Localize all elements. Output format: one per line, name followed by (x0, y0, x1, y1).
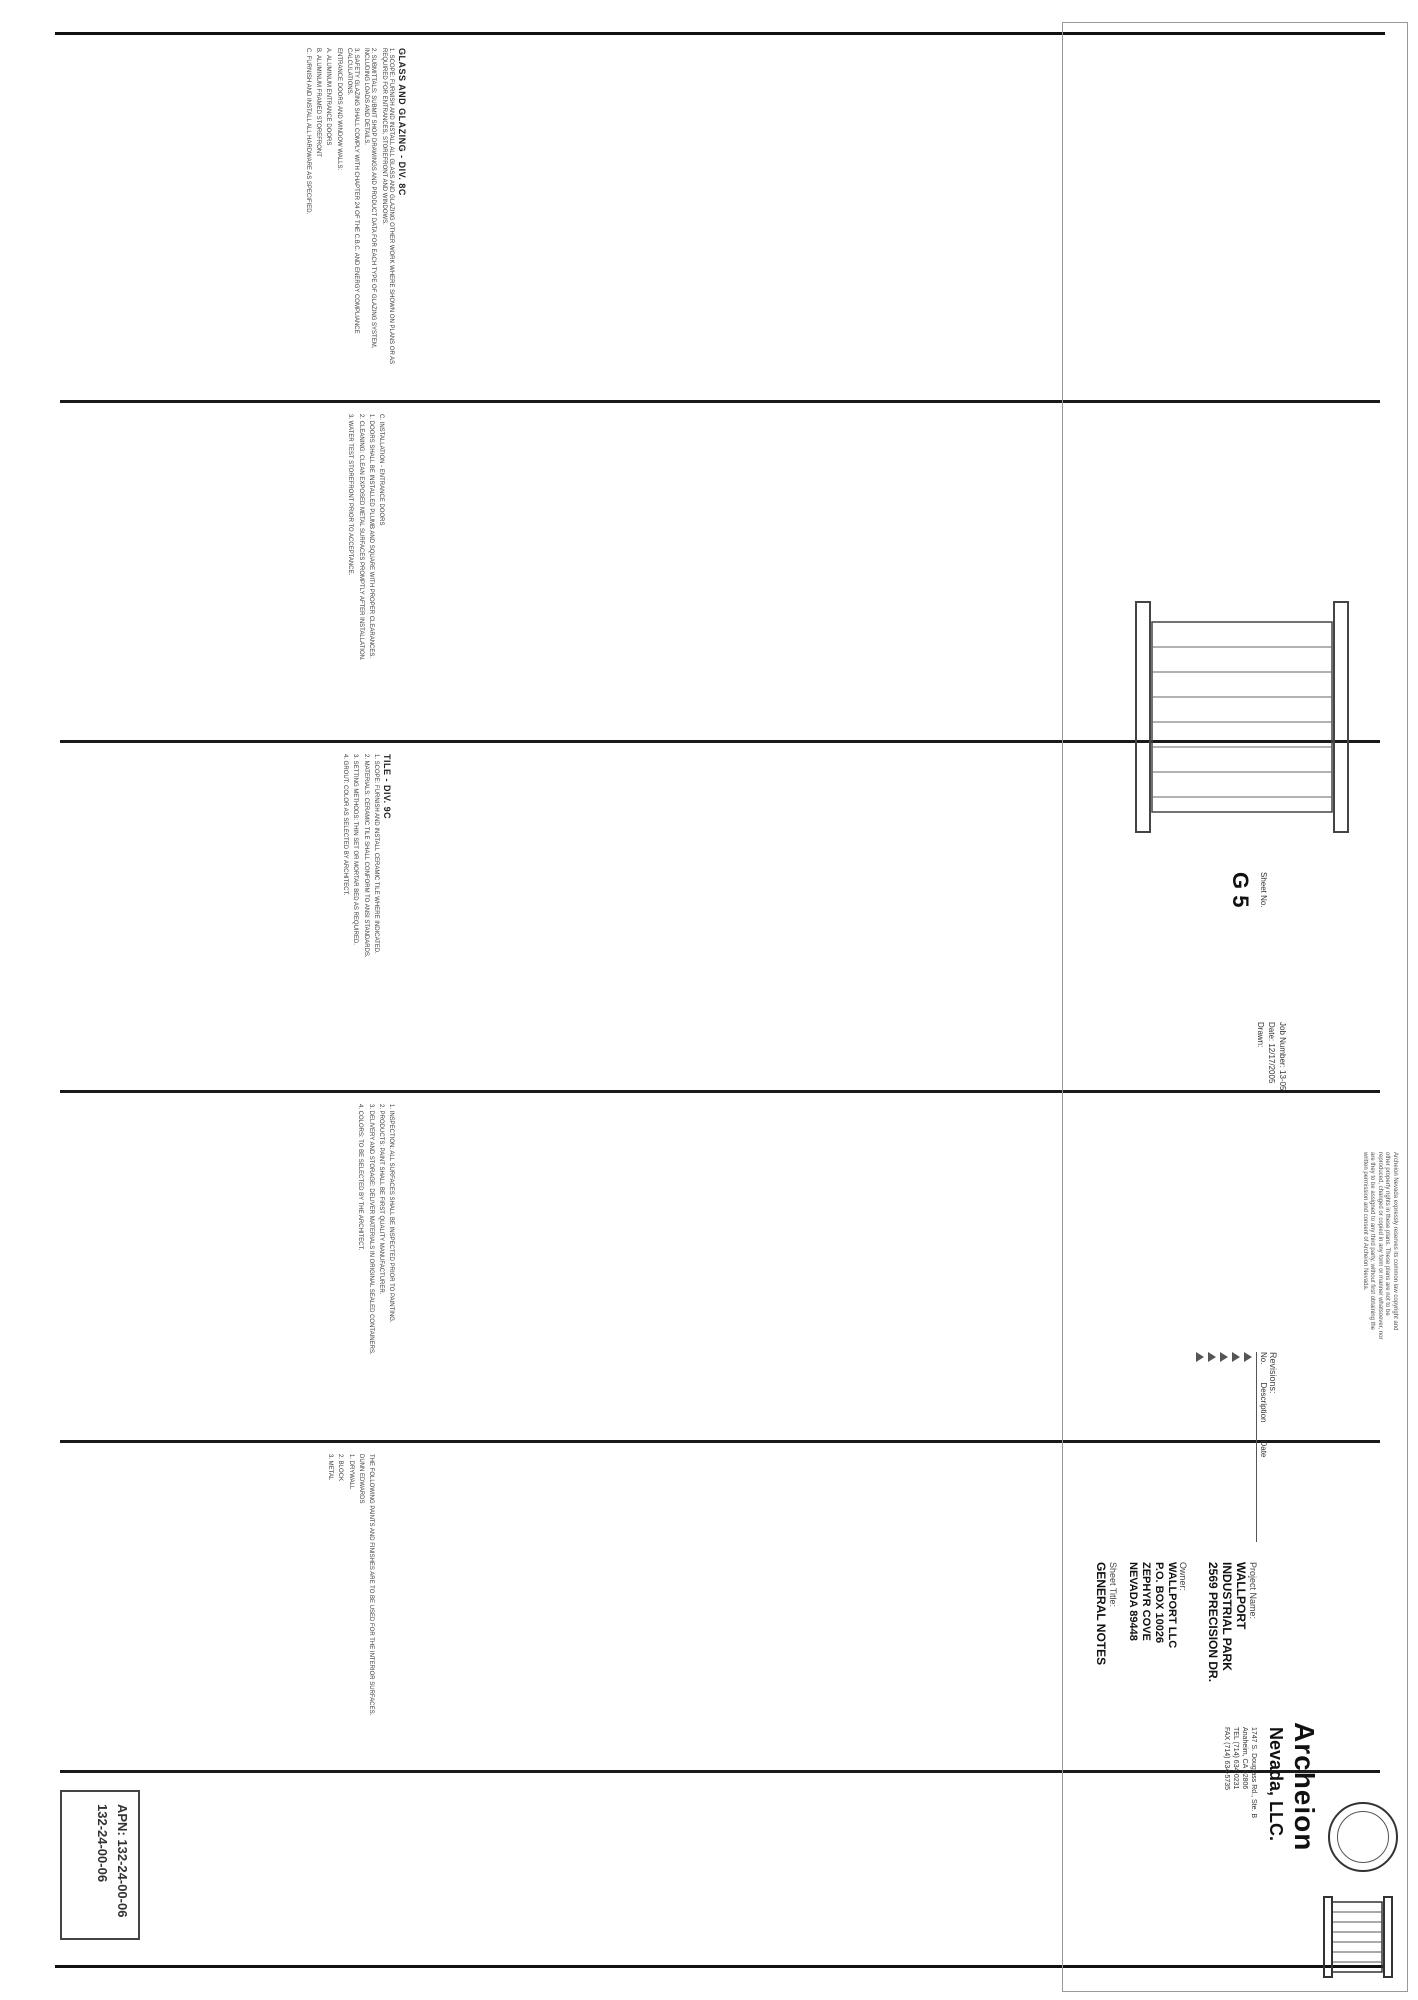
note-paragraph: C. FURNISH AND INSTALL ALL HARDWARE AS SPECIFIED. (304, 48, 311, 215)
notes-column (66, 1104, 394, 1434)
apn-box-frame (60, 1790, 140, 1940)
note-paragraph: 3. SETTING METHODS: THIN SET OR MORTAR BED AS REQUIRED. (352, 754, 359, 945)
owner-line: WALLPORT LLC (1166, 1562, 1178, 1649)
drawn-label: Drawn: (1256, 1022, 1265, 1048)
note-paragraph: 1. SCOPE: FURNISH AND INSTALL ALL GLASS AND GLAZING OTHER WORK WHERE SHOWN ON PLANS OR AS REQUIRED FOR ENTRANCES, STOREFRONT AND WINDOWS. (380, 48, 394, 365)
notes-band-4 (60, 1096, 1060, 1436)
note-paragraph: 2. PRODUCTS: PAINT SHALL BE FIRST QUALITY MANUFACTURER. (377, 1104, 384, 1295)
job-number-label: Job Number: (1278, 1022, 1287, 1068)
note-paragraph: 3. SAFETY GLAZING SHALL COMPLY WITH CHAPTER 24 OF THE C.B.C. AND ENERGY COMPLIANCE CALCULATIONS. (345, 48, 359, 334)
note-paragraph: 2. BLOCK (337, 1454, 344, 1482)
note-paragraph: 1. INSPECTION: ALL SURFACES SHALL BE INSPECTED PRIOR TO PAINTING. (388, 1104, 394, 1323)
apn-line-1: APN: 132-24-00-06 (115, 1804, 130, 1918)
sheet-number: G 5 (1228, 872, 1253, 908)
owner-block (1126, 1562, 1188, 1712)
note-paragraph: 2. MATERIALS: CERAMIC TILE SHALL CONFORM TO ANSI STANDARDS. (362, 754, 369, 958)
project-name-line: INDUSTRIAL PARK (1220, 1562, 1234, 1671)
title-block (1062, 22, 1408, 1992)
date-label: Date: (1267, 1022, 1276, 1042)
note-paragraph: 3. WATER TEST STOREFRONT PRIOR TO ACCEPTANCE. (347, 414, 354, 576)
rev-col-date: Date (1259, 1440, 1268, 1458)
section-heading: TILE - DIV. 9C (382, 754, 392, 820)
revision-triangle-icon (1196, 1352, 1204, 1362)
notes-band-2 (60, 406, 1060, 736)
revision-triangle-icon (1244, 1352, 1252, 1362)
job-info (1255, 1022, 1288, 1091)
owner-line: ZEPHYR COVE (1140, 1562, 1152, 1641)
note-paragraph: 1. SCOPE: FURNISH AND INSTALL CERAMIC TILE WHERE INDICATED. (372, 754, 379, 954)
owner-line: NEVADA 89448 (1127, 1562, 1139, 1641)
note-paragraph: C. INSTALLATION - ENTRANCE DOORS (378, 414, 384, 526)
note-paragraph: 4. COLORS: TO BE SELECTED BY THE ARCHITECT. (357, 1104, 364, 1251)
note-paragraph: DUNN EDWARDS (357, 1454, 364, 1504)
notes-band-3 (60, 746, 1060, 1086)
revisions-label: Revisions: (1268, 1352, 1278, 1394)
owner-label: Owner: (1178, 1562, 1188, 1592)
notes-column (66, 48, 409, 378)
note-paragraph: B. ALUMINUM FRAMED STOREFRONT (315, 48, 322, 157)
sheet-number-block (1227, 872, 1268, 908)
revisions-table (1192, 1352, 1278, 1542)
project-name-line: 2569 PRECISION DR. (1206, 1562, 1220, 1683)
firm-name-sub: Nevada, LLC. (1266, 1727, 1286, 1842)
owner-line: P.O. BOX 10026 (1153, 1562, 1165, 1644)
notes-column (66, 754, 394, 1084)
revision-triangle-icon (1220, 1352, 1228, 1362)
note-paragraph: A. ALUMINUM ENTRANCE DOORS (325, 48, 332, 146)
notes-column (66, 1454, 374, 1766)
copyright-notice: Archeion Nevada expressly reserves its common law copyright and other property rights in these plans. These plans are not to be reproduced, changed or copied in any form or manner whatsoever, nor are they to be assigned to any third party, without first obtaining the written permission and consent of Archeion Nevada. (1362, 1152, 1398, 1340)
apn-box (60, 1780, 1060, 1960)
revision-triangle-icon (1232, 1352, 1240, 1362)
project-name-line: WALLPORT (1234, 1562, 1248, 1630)
rev-col-description: Description (1259, 1382, 1268, 1423)
job-number: 13-05 (1278, 1070, 1287, 1091)
sheet-title-label: Sheet Title: (1108, 1562, 1118, 1608)
note-paragraph: 2. CLEANING: CLEAN EXPOSED METAL SURFACES PROMPTLY AFTER INSTALLATION. (357, 414, 364, 661)
date-value: 12/17/2005 (1267, 1043, 1276, 1084)
note-paragraph: 2. SUBMITTALS: SUBMIT SHOP DRAWINGS AND PRODUCT DATA FOR EACH TYPE OF GLAZING SYSTEM, INCLUDING LOADS AND DETAILS. (363, 48, 377, 349)
note-paragraph: ENTRANCE DOORS AND WINDOW WALLS: (335, 48, 342, 171)
architect-seal-icon (1328, 1802, 1398, 1872)
project-name-block (1206, 1562, 1258, 1712)
note-paragraph: THE FOLLOWING PAINTS AND FINISHES ARE TO BE USED FOR THE INTERIOR SURFACES. (368, 1454, 374, 1716)
notes-column (66, 414, 384, 736)
firm-address: 1747 S. Douglass Rd., Ste. B Anaheim, CA 92806 TEL (714) 634-0231 FAX (714) 634-5735 (1223, 1727, 1257, 1819)
firm-name: Archeion (1289, 1722, 1320, 1852)
note-paragraph: 1. DOORS SHALL BE INSTALLED PLUMB AND SQUARE WITH PROPER CLEARANCES. (367, 414, 374, 659)
apn-line-2: 132-24-00-06 (95, 1804, 110, 1883)
sheet-title-block (1094, 1562, 1118, 1762)
note-paragraph: 3. DELIVERY AND STORAGE: DELIVER MATERIALS IN ORIGINAL SEALED CONTAINERS. (367, 1104, 374, 1355)
sheet-title: GENERAL NOTES (1094, 1562, 1108, 1666)
note-paragraph: 3. METAL (327, 1454, 334, 1481)
notes-band-1 (60, 40, 1060, 395)
notes-band-5 (60, 1446, 1060, 1766)
column-logo-icon (1320, 1892, 1400, 1982)
sheet-number-label: Sheet No. (1259, 872, 1268, 908)
project-name-label: Project Name: (1248, 1562, 1258, 1620)
section-heading: GLASS AND GLAZING - DIV. 8C (397, 48, 407, 196)
column-graphic-icon (1108, 592, 1368, 842)
note-paragraph: 4. GROUT: COLOR AS SELECTED BY ARCHITECT. (342, 754, 349, 896)
revision-triangle-icon (1208, 1352, 1216, 1362)
note-paragraph: 1. DRYWALL (347, 1454, 354, 1490)
rev-col-no: No. (1259, 1352, 1268, 1365)
